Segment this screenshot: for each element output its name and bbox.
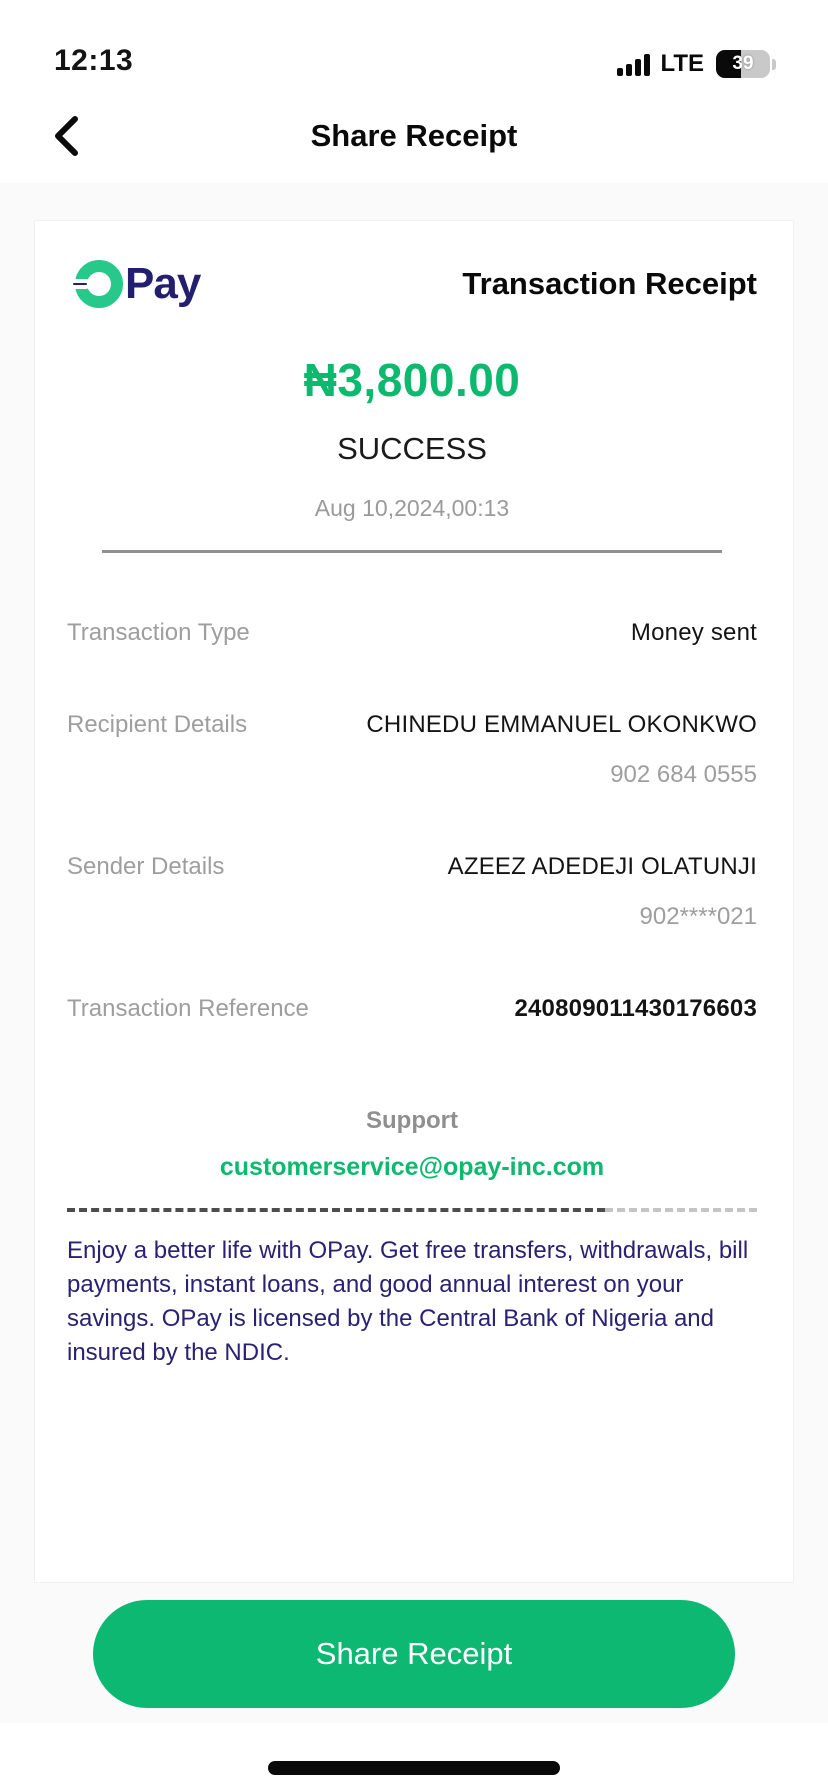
network-type-label: LTE [660, 50, 704, 77]
sender-phone-masked: 902****021 [639, 903, 757, 930]
receipt-title: Transaction Receipt [462, 266, 757, 301]
row-recipient-details [67, 711, 757, 789]
battery-percent: 39 [732, 53, 754, 74]
transaction-details [67, 619, 757, 1023]
transaction-status: SUCCESS [337, 431, 487, 466]
recipient-name: CHINEDU EMMANUEL OKONKWO [366, 711, 757, 738]
bottom-strip [0, 1723, 828, 1792]
content-area [0, 183, 828, 1723]
row-label: Recipient Details [67, 711, 248, 738]
opay-logo-dash-icon [69, 279, 91, 289]
transaction-reference: 240809011430176603 [514, 995, 757, 1022]
row-label: Transaction Type [67, 619, 250, 646]
transaction-datetime: Aug 10,2024,00:13 [314, 495, 510, 521]
share-receipt-button[interactable]: Share Receipt [93, 1600, 735, 1708]
chevron-left-icon [53, 115, 79, 157]
receipt-header [75, 259, 757, 309]
row-transaction-type [67, 619, 757, 647]
support-email: customerservice@opay-inc.com [219, 1153, 605, 1181]
back-button[interactable] [44, 114, 88, 158]
receipt-card [34, 220, 794, 1583]
battery-nub [772, 59, 776, 70]
nav-bar [0, 88, 828, 183]
row-label: Sender Details [67, 853, 225, 880]
row-sender-details [67, 853, 757, 931]
status-bar [0, 0, 828, 88]
promo-footer-note: Enjoy a better life with OPay. Get free transfers, withdrawals, bill payments, instant loans, and good annual interest on your savings. OPay is licensed by the Central Bank of Nigeria and insured by the NDIC. [67, 1237, 749, 1366]
divider [102, 550, 722, 553]
row-transaction-reference [67, 995, 757, 1023]
opay-logo [75, 259, 200, 309]
sender-name: AZEEZ ADEDEJI OLATUNJI [447, 853, 757, 880]
support-label: Support [366, 1107, 458, 1134]
row-label: Transaction Reference [67, 995, 309, 1022]
row-value: Money sent [630, 619, 757, 646]
dashed-divider [67, 1208, 757, 1212]
transaction-amount: ₦3,800.00 [303, 354, 521, 406]
recipient-phone: 902 684 0555 [610, 761, 757, 788]
home-indicator[interactable] [268, 1761, 560, 1775]
page-title: Share Receipt [310, 117, 518, 153]
opay-logo-ring-icon [75, 260, 123, 308]
battery-icon [716, 50, 770, 78]
support-block [67, 1107, 757, 1182]
button-area [0, 1583, 828, 1708]
opay-logo-text: Pay [125, 259, 201, 308]
status-time: 12:13 [54, 44, 134, 77]
signal-strength-icon [617, 52, 650, 76]
